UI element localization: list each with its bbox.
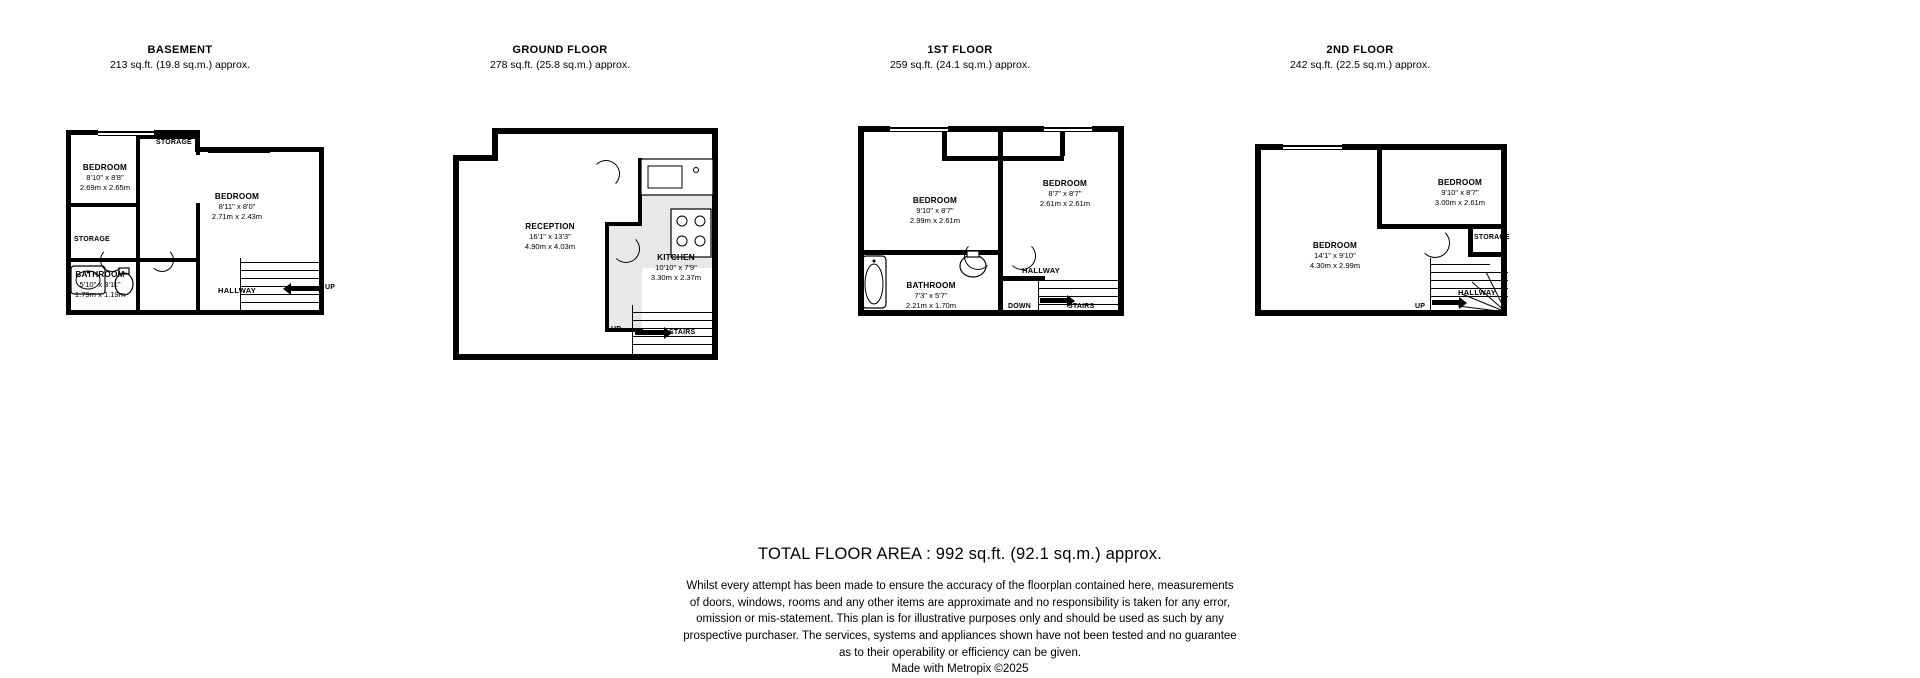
disclaimer-line: as to their operability or efficiency can be given. — [838, 646, 1082, 659]
stair-step — [632, 336, 718, 337]
room-label: KITCHEN 10'10" x 7'9" 3.30m x 2.37m — [650, 253, 702, 282]
wall — [998, 132, 1003, 252]
floor-area: 242 sq.ft. (22.5 sq.m.) approx. — [1289, 59, 1431, 71]
room-label: BEDROOM 9'10" x 8'7" 2.99m x 2.61m — [909, 196, 961, 225]
storage-label: STORAGE — [74, 236, 110, 243]
window — [1283, 149, 1342, 151]
door-arc — [964, 242, 992, 270]
stair-step — [240, 270, 320, 271]
footer — [0, 545, 1920, 678]
total-floor-area: TOTAL FLOOR AREA : 992 sq.ft. (92.1 sq.m.) approx. — [757, 545, 1163, 563]
window — [1283, 145, 1342, 147]
stair-step — [1038, 280, 1118, 281]
window — [1260, 260, 1262, 308]
room-label: BATHROOM 5'10" x 3'11" 1.79m x 1.19m — [74, 270, 126, 299]
winder-stairs-icon — [1428, 256, 1508, 316]
wall — [196, 135, 200, 155]
stair-step — [240, 262, 320, 263]
wall — [1377, 224, 1507, 229]
storage-label: STORAGE — [156, 139, 192, 146]
window — [1256, 260, 1258, 308]
door-arc — [100, 248, 124, 272]
room-label: RECEPTION 16'1" x 13'3" 4.90m x 4.03m — [524, 222, 576, 251]
wall — [196, 203, 200, 260]
wall — [605, 222, 609, 332]
second-floor-plan — [1120, 0, 1600, 470]
wall — [1255, 144, 1283, 150]
stair-step — [1038, 296, 1118, 297]
room-label: BEDROOM 8'11" x 8'0" 2.71m x 2.43m — [211, 192, 263, 221]
wall — [605, 222, 642, 226]
down-label: DOWN — [1008, 303, 1031, 310]
stair-step — [632, 312, 718, 313]
wall — [196, 258, 200, 312]
sink-icon — [640, 158, 714, 200]
up-label: UP — [611, 326, 622, 333]
up-arrow-icon — [1432, 300, 1460, 305]
wall — [1377, 150, 1382, 228]
floor-area: 278 sq.ft. (25.8 sq.m.) approx. — [489, 59, 631, 71]
wall — [858, 310, 1124, 316]
stair-step — [632, 344, 718, 345]
floor-title: 2ND FLOOR — [1326, 44, 1394, 56]
hallway-label: HALLWAY — [1458, 288, 1497, 297]
door-arc — [150, 248, 174, 272]
window — [98, 131, 154, 133]
stair-edge — [1038, 276, 1039, 312]
made-with-credit: Made with Metropix ©2025 — [891, 663, 1029, 676]
window — [505, 133, 567, 135]
door-arc — [1420, 228, 1450, 258]
wall — [1060, 132, 1065, 156]
floor-area: 213 sq.ft. (19.8 sq.m.) approx. — [109, 59, 251, 71]
wall — [942, 132, 947, 156]
stair-step — [1038, 288, 1118, 289]
hob-icon — [670, 208, 712, 258]
disclaimer-line: prospective purchaser. The services, systems and appliances shown have not been tested and no guarantee — [683, 630, 1237, 643]
wall — [66, 203, 138, 207]
up-arrow-icon — [290, 286, 322, 291]
storage-label: STORAGE — [1474, 234, 1510, 241]
window — [505, 129, 567, 131]
window — [1044, 127, 1092, 129]
stair-edge — [240, 258, 241, 312]
window — [208, 152, 270, 154]
room-label: BEDROOM 14'1" x 9'10" 4.30m x 2.99m — [1309, 241, 1361, 270]
hallway-label: HALLWAY — [218, 286, 257, 295]
disclaimer — [0, 578, 1920, 678]
wall — [66, 130, 98, 135]
wall — [1342, 144, 1507, 150]
up-arrow-icon — [635, 330, 665, 335]
stair-edge — [632, 305, 633, 355]
wall — [858, 126, 890, 132]
disclaimer-line: of doors, windows, rooms and any other items are approximate and no responsibility is taken for any error, — [689, 596, 1231, 609]
wall — [453, 155, 459, 360]
floor-second — [1120, 0, 1600, 470]
wall — [66, 310, 324, 315]
door-arc — [592, 160, 620, 188]
room-label: BEDROOM 8'10" x 8'8" 2.69m x 2.65m — [79, 163, 131, 192]
floor-area: 259 sq.ft. (24.1 sq.m.) approx. — [889, 59, 1031, 71]
up-label: UP — [1415, 303, 1426, 310]
wall — [453, 354, 718, 360]
stair-step — [240, 278, 320, 279]
wall — [948, 126, 1044, 132]
window — [890, 131, 948, 133]
room-label: BEDROOM 9'10" x 8'7" 3.00m x 2.61m — [1434, 178, 1486, 207]
window — [1044, 131, 1092, 133]
stairs-label: STAIRS — [1068, 303, 1095, 310]
floor-title: BASEMENT — [147, 44, 213, 56]
stairs-label: STAIRS — [669, 329, 696, 336]
window — [890, 127, 948, 129]
stair-step — [240, 302, 320, 303]
up-label: UP — [325, 284, 336, 291]
floor-title: 1ST FLOOR — [927, 44, 993, 56]
wall — [453, 155, 497, 161]
floor-title: GROUND FLOOR — [512, 44, 608, 56]
disclaimer-line: omission or mis-statement. This plan is for illustrative purposes only and should be used as such by any — [696, 613, 1224, 626]
hallway-label: HALLWAY — [1022, 266, 1061, 275]
disclaimer-line: Whilst every attempt has been made to ensure the accuracy of the floorplan contained here, measurements — [686, 580, 1234, 592]
stair-step — [632, 320, 718, 321]
wall — [136, 135, 140, 260]
room-label: BATHROOM 7'3" x 5'7" 2.21m x 1.70m — [905, 281, 957, 310]
wall — [712, 128, 718, 161]
room-label: BEDROOM 8'7" x 8'7" 2.61m x 2.61m — [1039, 179, 1091, 208]
window — [208, 148, 270, 150]
wall — [942, 156, 1064, 161]
down-arrow-icon — [1040, 298, 1068, 303]
